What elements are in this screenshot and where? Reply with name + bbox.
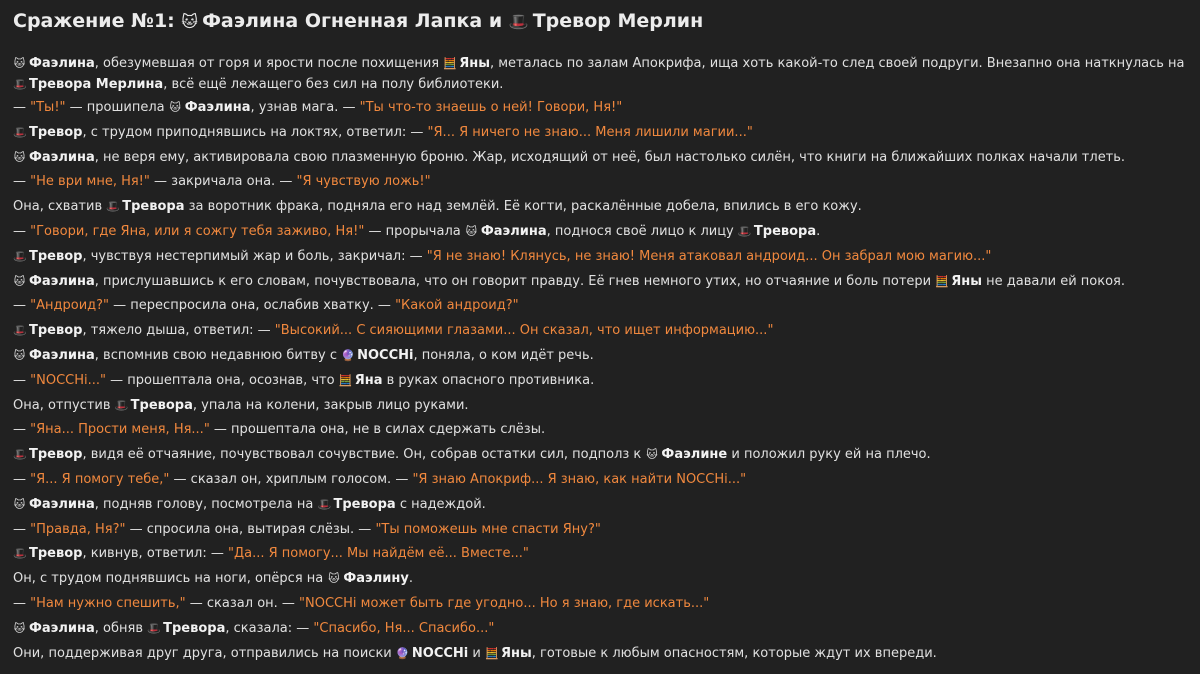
top-hat-icon: 🎩 [13,448,27,462]
narration-text: , готовые к любым опасностям, которые ждут их впереди. [531,645,937,661]
top-hat-icon: 🎩 [13,125,27,139]
character-name: NOCCHi [357,347,414,363]
character-name: Тревора [163,620,226,636]
dialogue-quote: "NOCCHi..." [30,372,106,388]
dialogue-quote: "Я чувствую ложь!" [296,174,431,190]
narration-text: — прошептала она, осознав, что [106,372,339,388]
cat-face-icon: 🐱 [169,101,181,114]
character-name: Фаэлина [29,273,95,289]
cat-face-icon: 🐱 [13,150,26,164]
narration-text: , не веря ему, активировала свою плазменную броню. Жар, исходящий от неё, был настолько силён, что книги на ближайших полках начали тлеть. [94,149,1126,165]
cat-face-icon: 🐱 [13,497,26,511]
narration-text: и положил руку ей на плечо. [727,447,931,463]
narration-text: — [13,422,31,438]
narration-text: , сказала: — [225,620,314,636]
narration-text: за воротник фрака, подняла его над землёй. Её когти, раскалённые добела, впились в его кожу. [184,199,862,215]
dialogue-quote: "Андроид?" [30,298,110,314]
dialogue-quote: "Я... Я помогу тебе," [30,471,170,487]
cat-face-icon: 🐱 [13,57,26,70]
dialogue-quote: "Говори, где Яна, или я сожгу тебя заживо, Ня!" [30,223,365,239]
dialogue-quote: "Нам нужно спешить," [30,595,186,611]
character-name: Яны [500,645,532,661]
story-paragraph [13,220,1187,245]
narration-text: , видя её отчаяние, почувствовал сочувствие. Он, собрав остатки сил, подполз к [82,447,646,463]
story-body [13,52,1187,666]
story-paragraph [13,518,1187,543]
character-name: Яны [951,273,982,289]
dialogue-quote: "Не ври мне, Ня!" [30,174,150,190]
dialogue-quote: "Я... Я ничего не знаю... Меня лишили магии..." [427,124,753,140]
narration-text: — [13,100,31,115]
narration-text: — [13,471,31,487]
top-hat-icon: 🎩 [13,547,27,561]
dialogue-quote: "Я знаю Апокриф... Я знаю, как найти NOCCHi..." [412,471,747,487]
narration-text: . [408,571,413,587]
top-hat-icon: 🎩 [737,224,752,238]
dialogue-quote: "Спасибо, Ня... Спасибо..." [313,620,495,636]
cat-face-icon: 🐱 [181,12,199,31]
character-name: Тревор [29,124,83,140]
story-paragraph [13,493,1187,518]
narration-text: , чувствуя нестерпимый жар и боль, закричал: — [82,248,427,264]
dialogue-quote: "Ты!" [30,100,66,115]
narration-text: , узнав мага. — [250,100,360,115]
character-name: Тревор [29,323,83,339]
narration-text: и [468,645,485,661]
story-paragraph [13,344,1187,369]
story-paragraph [13,394,1187,419]
dialogue-quote: "Яна... Прости меня, Ня..." [30,422,210,438]
narration-text: — [13,174,31,190]
story-paragraph [13,642,1187,667]
dialogue-quote: "Ты поможешь мне спасти Яну?" [375,521,601,537]
story-paragraph [13,270,1187,295]
story-paragraph [13,146,1187,171]
narration-text: — [13,595,31,611]
narration-text: — прошипела [65,100,169,115]
top-hat-icon: 🎩 [508,12,529,31]
narration-text: — [13,521,31,537]
story-paragraph [13,468,1187,493]
dialogue-quote: "Высокий... С сияющими глазами... Он сказал, что ищет информацию..." [274,323,774,339]
dialogue-quote: "NOCCHi может быть где угодно... Но я знаю, где искать..." [299,595,710,611]
cat-face-icon: 🐱 [646,448,658,462]
character-name: Тревора Мерлина [29,76,164,92]
narration-text: , вспомнив свою недавнюю битву с [94,347,342,363]
top-hat-icon: 🎩 [147,621,161,635]
narration-text: — [13,223,31,239]
narration-text: , тяжело дыша, ответил: — [82,323,275,339]
story-paragraph [13,170,1187,195]
dialogue-quote: "Да... Я помогу... Мы найдём её... Вместе..." [227,546,529,562]
character-name: Яны [459,56,490,71]
top-hat-icon: 🎩 [13,324,27,338]
dialogue-quote: "Я не знаю! Клянусь, не знаю! Меня атаковал андроид... Он забрал мою магию..." [426,248,992,264]
character-name: Тревор [29,546,83,562]
character-name: Фаэлине [661,447,728,463]
character-name: Тревор [29,447,83,463]
narration-text: — [13,298,31,314]
character-name: Тревора [130,397,193,413]
story-paragraph [13,369,1187,394]
narration-text: с надеждой. [395,496,486,512]
narration-text: — закричала она. — [149,174,297,190]
crystal-ball-icon: 🔮 [341,348,355,362]
narration-text: , подняв голову, посмотрела на [94,496,318,512]
character-name: Тревора [122,199,185,215]
character-name: Фаэлина [29,620,95,636]
character-name: Яна [354,372,383,388]
narration-text: , упала на колени, закрыв лицо руками. [192,397,469,413]
narration-text: — переспросила она, ослабив хватку. — [109,298,396,314]
narration-text: , прислушавшись к его словам, почувствовала, что он говорит правду. Её гнев немного утих, но отчаяние и боль потери [94,273,936,289]
story-paragraph [13,121,1187,146]
character-name: Фаэлина [184,100,251,115]
narration-text: , поднося своё лицо к лицу [546,223,738,239]
narration-text: Она, отпустив [13,397,115,413]
abacus-icon: 🧮 [443,57,457,70]
abacus-icon: 🧮 [484,646,499,660]
character-name: Тревора [753,223,817,239]
narration-text: — спросила она, вытирая слёзы. — [125,521,376,537]
narration-text: , металась по залам Апокрифа, ища хоть какой-то след своей подруги. Внезапно она наткнулась на [489,56,1185,71]
narration-text: , с трудом приподнявшись на локтях, ответил: — [82,124,428,140]
title-conjunction: и [482,10,509,32]
abacus-icon: 🧮 [338,373,353,387]
character-name: Фаэлина [29,56,95,71]
story-paragraph [13,52,1187,96]
narration-text: Она, схватив [13,199,107,215]
narration-text: , обняв [94,620,148,636]
narration-text: . [816,223,821,239]
dialogue-quote: "Какой андроид?" [395,298,519,314]
top-hat-icon: 🎩 [114,398,129,412]
cat-face-icon: 🐱 [465,224,478,238]
character-name: Фаэлина [29,347,95,363]
abacus-icon: 🧮 [935,274,949,288]
narration-text: , обезумевшая от горя и ярости после похищения [94,56,444,71]
character-name: Тревор [29,248,83,264]
character-name: NOCCHi [411,645,469,661]
narration-text: , всё ещё лежащего без сил на полу библиотеки. [163,76,504,92]
title-prefix: Сражение №1: [13,10,182,32]
character-name: Фаэлина [29,496,95,512]
story-paragraph [13,319,1187,344]
story-paragraph [13,245,1187,270]
story-paragraph [13,443,1187,468]
character-name: Фаэлина [480,223,547,239]
title-character-1: Фаэлина Огненная Лапка [202,10,483,32]
story-paragraph [13,195,1187,220]
story-paragraph [13,418,1187,443]
top-hat-icon: 🎩 [317,497,332,511]
story-paragraph [13,592,1187,617]
dialogue-quote: "Правда, Ня?" [30,521,126,537]
narration-text: , кивнув, ответил: — [82,546,228,562]
dialogue-quote: "Ты что-то знаешь о ней! Говори, Ня!" [359,100,623,115]
character-name: Фаэлина [29,149,95,165]
top-hat-icon: 🎩 [13,77,27,91]
cat-face-icon: 🐱 [13,348,26,362]
cat-face-icon: 🐱 [13,274,26,288]
title-character-2: Тревор Мерлин [532,10,704,32]
page-title [13,0,1187,42]
narration-text: — прошептала она, не в силах сдержать слёзы. [209,422,546,438]
narration-text: не давали ей покоя. [981,273,1126,289]
top-hat-icon: 🎩 [13,249,27,263]
narration-text: в руках опасного противника. [382,372,595,388]
top-hat-icon: 🎩 [106,200,120,214]
story-paragraph [13,294,1187,319]
narration-text: — сказал он, хриплым голосом. — [169,471,413,487]
narration-text: Они, поддерживая друг друга, отправились на поиски [13,645,396,661]
character-name: Фаэлину [343,571,409,587]
story-paragraph [13,542,1187,567]
narration-text: , поняла, о ком идёт речь. [413,347,594,363]
character-name: Тревора [333,496,396,512]
narration-text: — прорычала [364,223,465,239]
narration-text: Он, с трудом поднявшись на ноги, опёрся на [13,571,328,587]
narration-text: — [13,372,31,388]
crystal-ball-icon: 🔮 [395,646,410,660]
cat-face-icon: 🐱 [328,572,340,586]
story-paragraph [13,567,1187,592]
story-paragraph [13,96,1187,121]
story-paragraph [13,617,1187,642]
cat-face-icon: 🐱 [13,621,26,635]
narration-text: — сказал он. — [185,595,300,611]
